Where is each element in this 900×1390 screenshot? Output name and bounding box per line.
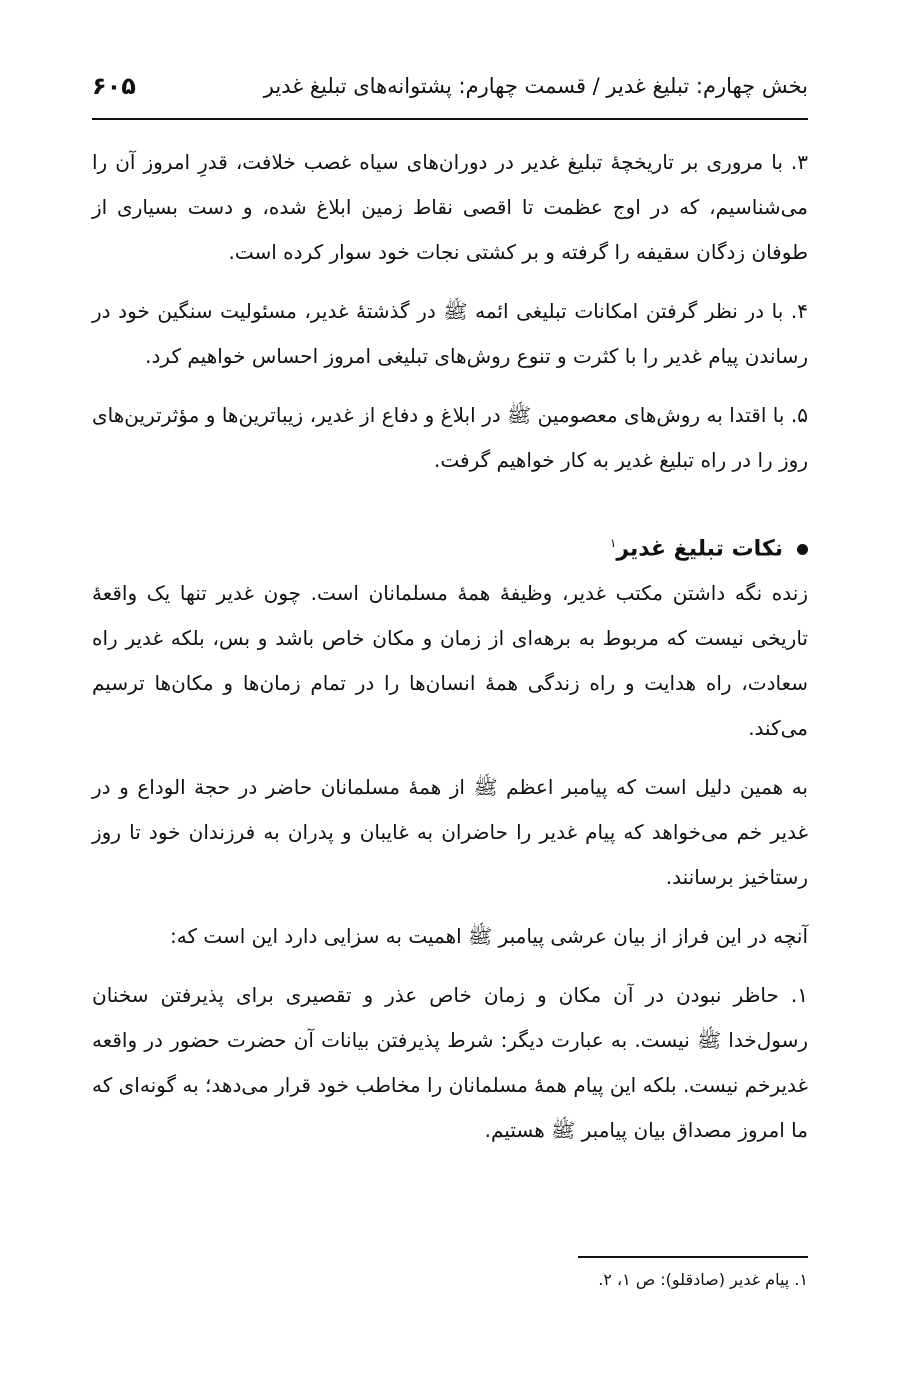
paragraph-importance: آنچه در این فراز از بیان عرشی پیامبر ﷺ اهمیت به سزایی دارد این است که:: [170, 924, 808, 949]
paragraph-point-4: ۴. با در نظر گرفتن امکانات تبلیغی ائمه ﷺ در گذشتۀ غدیر، مسئولیت سنگین خود در رساندن پیام غدیر را با کثرت و تنوع روش‌های تبلیغی امروز احساس خواهیم کرد.: [92, 299, 808, 368]
section-heading-text: نکات تبلیغ غدیر: [616, 536, 783, 562]
page-body: [92, 140, 808, 1167]
footnote-reference: ۱: [609, 536, 617, 550]
section-heading: [92, 523, 808, 569]
running-header: [92, 72, 808, 112]
page-number: ۶۰۵: [92, 72, 136, 100]
footnote-divider: [578, 1256, 808, 1258]
paragraph-reason: به همین دلیل است که پیامبر اعظم ﷺ از همۀ مسلمانان حاضر در حجة الوداع و در غدیر خم می‌خواهد که پیام غدیر را حاضران به غایبان و پدران به فرزندان خود تا روز رستاخیز برسانند.: [92, 775, 808, 890]
paragraph-point-1: ۱. حاظر نبودن در آن مکان و زمان خاص عذر و تقصیری برای پذیرفتن سخنان رسول‌خدا ﷺ نیست. به عبارت دیگر: شرط پذیرفتن بیانات آن حضرت حضور در واقعه غدیرخم نیست. بلکه این پیام همۀ مسلمانان را مخاطب خود قرار می‌دهد؛ به گونه‌ای که ما امروز مصداق بیان پیامبر ﷺ هستیم.: [92, 983, 808, 1143]
header-title: بخش چهارم: تبلیغ غدیر / قسمت چهارم: پشتوانه‌های تبلیغ غدیر: [263, 74, 808, 98]
footnote-text: ۱. پیام غدیر (صادقلو): ص ۱، ۲.: [598, 1270, 808, 1289]
paragraph-intro: زنده نگه داشتن مکتب غدیر، وظیفۀ همۀ مسلمانان است. چون غدیر تنها یک واقعۀ تاریخی نیست که مربوط به برهه‌ای از زمان و مکان خاص باشد و بس، بلکه غدیر راه سعادت، راه هدایت و راه زندگی همۀ انسان‌ها را در تمام زمان‌ها و مکان‌ها ترسیم می‌کند.: [92, 581, 808, 741]
header-divider: [92, 118, 808, 120]
bullet-icon: [797, 544, 808, 555]
paragraph-point-5: ۵. با اقتدا به روش‌های معصومین ﷺ در ابلاغ و دفاع از غدیر، زیباترین‌ها و مؤثرترین‌های روز را در راه تبلیغ غدیر به کار خواهیم گرفت.: [92, 403, 808, 472]
paragraph-point-3: ۳. با مروری بر تاریخچۀ تبلیغ غدیر در دوران‌های سیاه غصب خلافت، قدرِ امروز آن را می‌شناسیم، که در اوج عظمت تا اقصی نقاط زمین ابلاغ شده، و دست بسیاری از طوفان زدگان سقیفه را گرفته و بر کشتی نجات خود سوار کرده است.: [92, 150, 808, 264]
